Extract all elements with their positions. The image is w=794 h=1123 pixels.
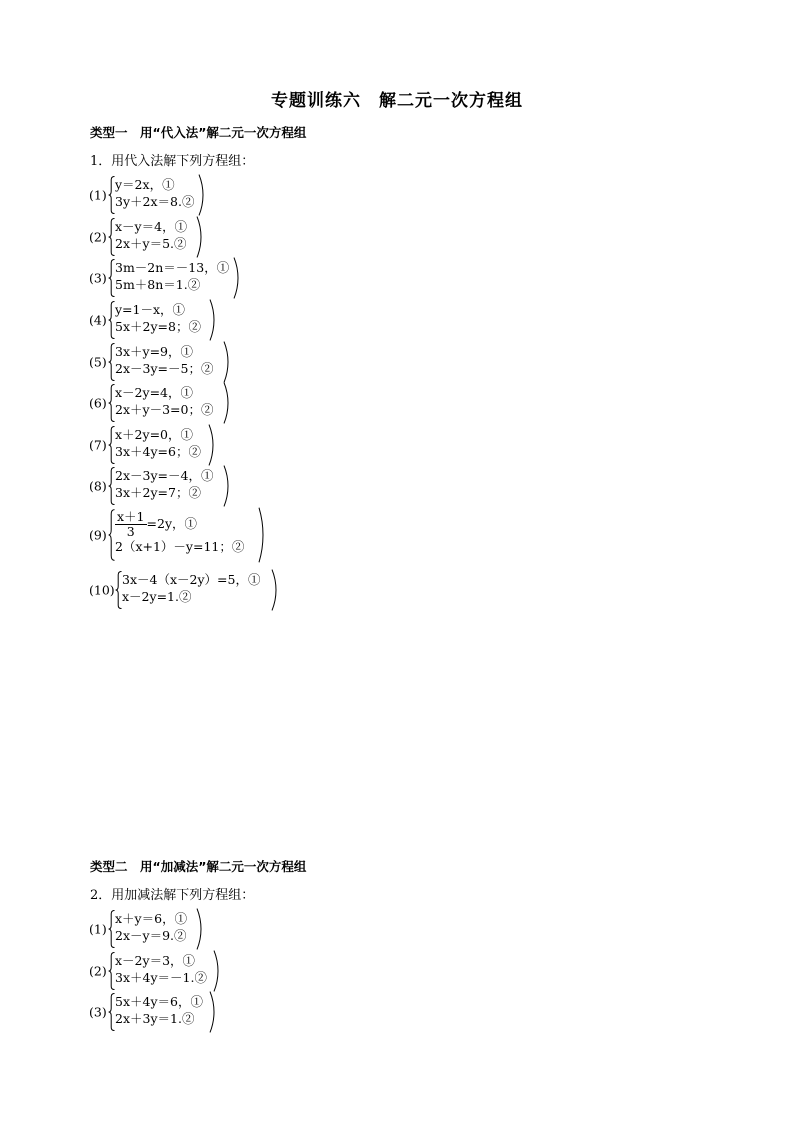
equation-system-section2-2 — [89, 952, 221, 990]
equation-line-2: 3x＋4y＝－1.② — [115, 970, 207, 985]
equation-line-2: 2x＋y＝5.② — [115, 236, 187, 251]
equation-line-2: 2x－3y=－5；② — [115, 361, 214, 376]
equation-line-2: 5m＋8n＝1.② — [115, 277, 201, 292]
equation-system-section1-6 — [89, 384, 231, 422]
equation-system-section1-2 — [89, 218, 204, 256]
equation-lines — [115, 259, 229, 293]
equation-system-section2-1 — [89, 910, 204, 948]
right-paren-icon — [258, 507, 264, 563]
left-brace-icon — [108, 910, 115, 948]
equation-line-1: 3m－2n＝－13，① — [115, 260, 230, 275]
equation-line-1: x－y＝4，① — [115, 219, 188, 234]
equation-lines — [115, 218, 187, 252]
problem-number: (6) — [89, 395, 107, 411]
section-heading-substitution: 类型一 用“代入法”解二元一次方程组 — [90, 125, 307, 140]
equation-line-1-rest: =2y，① — [146, 516, 198, 531]
right-paren-icon — [208, 424, 214, 466]
section-heading-elimination: 类型二 用“加减法”解二元一次方程组 — [90, 859, 307, 874]
fraction-numerator: x＋1 — [117, 509, 145, 524]
problem-number: (10) — [89, 582, 115, 598]
problem-number: (1) — [89, 921, 107, 937]
problem-number: (4) — [89, 312, 107, 328]
equation-line-1: 2x－3y=－4，① — [115, 468, 214, 483]
right-paren-icon — [223, 465, 229, 507]
equation-line-1: x－2y＝3，① — [115, 953, 196, 968]
equation-system-section1-7 — [89, 426, 216, 464]
section-instruction-elimination: 2．用加减法解下列方程组： — [90, 888, 255, 903]
left-brace-icon — [108, 343, 115, 381]
fraction — [115, 510, 147, 539]
left-brace-icon — [108, 301, 115, 339]
problem-number: (9) — [89, 527, 107, 543]
left-brace-icon — [108, 176, 115, 214]
problem-number: (3) — [89, 270, 107, 286]
equation-line-2: 2（x+1）－y=11；② — [115, 539, 245, 554]
right-paren-icon — [233, 257, 239, 299]
equation-line-1: x－2y=4，① — [115, 385, 193, 400]
right-paren-icon — [213, 950, 219, 992]
equation-line-2: 3x＋2y=7；② — [115, 485, 201, 500]
right-paren-icon — [209, 991, 215, 1033]
equation-line-1: 3x＋y=9，① — [115, 344, 193, 359]
equation-line-2: 5x＋2y=8；② — [115, 319, 201, 334]
left-brace-icon — [108, 993, 115, 1031]
equation-lines — [122, 571, 260, 605]
fraction-denominator: 3 — [126, 524, 135, 539]
equation-line-1: 5x＋4y＝6，① — [115, 994, 203, 1009]
equation-system-section1-8 — [89, 467, 231, 505]
problem-number: (8) — [89, 478, 107, 494]
equation-line-2: 3y＋2x＝8.② — [115, 194, 195, 209]
equation-line-1: x＋y＝6，① — [115, 911, 188, 926]
equation-lines — [115, 343, 213, 377]
equation-line-2: 2x＋3y＝1.② — [115, 1011, 195, 1026]
section-instruction-substitution: 1．用代入法解下列方程组： — [90, 154, 255, 169]
right-paren-icon — [223, 341, 229, 383]
equation-line-1: y=1－x，① — [115, 302, 186, 317]
equation-lines — [115, 952, 207, 986]
left-brace-icon — [108, 384, 115, 422]
equation-line-1: y＝2x，① — [115, 177, 175, 192]
left-brace-icon — [108, 218, 115, 256]
equation-line-1: x＋2y=0，① — [115, 427, 193, 442]
left-brace-icon — [108, 509, 115, 561]
equation-system-section1-4 — [89, 301, 217, 339]
problem-number: (3) — [89, 1004, 107, 1020]
right-paren-icon — [196, 216, 202, 258]
equation-line-1 — [115, 509, 244, 539]
problem-number: (7) — [89, 437, 107, 453]
equation-lines — [115, 384, 213, 418]
equation-lines — [115, 509, 244, 557]
problem-number: (5) — [89, 354, 107, 370]
equation-system-section1-9 — [89, 509, 266, 561]
page-title: 专题训练六 解二元一次方程组 — [271, 91, 523, 111]
right-paren-icon — [198, 174, 204, 216]
equation-lines — [115, 301, 201, 335]
equation-system-section2-3 — [89, 993, 217, 1031]
left-brace-icon — [108, 259, 115, 297]
left-brace-icon — [115, 571, 122, 609]
equation-line-2: 2x＋y－3=0；② — [115, 402, 214, 417]
equation-lines — [115, 467, 213, 501]
equation-system-section1-3 — [89, 259, 241, 297]
left-brace-icon — [108, 952, 115, 990]
equation-line-1: 3x－4（x－2y）=5，① — [122, 572, 261, 587]
equation-lines — [115, 993, 203, 1027]
equation-lines — [115, 910, 187, 944]
left-brace-icon — [108, 426, 115, 464]
right-paren-icon — [223, 382, 229, 424]
problem-number: (2) — [89, 963, 107, 979]
equation-lines — [115, 176, 194, 210]
equation-lines — [115, 426, 201, 460]
right-paren-icon — [209, 299, 215, 341]
right-paren-icon — [196, 908, 202, 950]
equation-line-2: 2x－y＝9.② — [115, 928, 187, 943]
equation-line-2: 3x＋4y=6；② — [115, 444, 201, 459]
equation-system-section1-10 — [89, 571, 279, 609]
left-brace-icon — [108, 467, 115, 505]
problem-number: (2) — [89, 229, 107, 245]
equation-line-2: x－2y=1.② — [122, 589, 192, 604]
equation-system-section1-1 — [89, 176, 206, 214]
right-paren-icon — [271, 569, 277, 611]
equation-system-section1-5 — [89, 343, 231, 381]
problem-number: (1) — [89, 187, 107, 203]
